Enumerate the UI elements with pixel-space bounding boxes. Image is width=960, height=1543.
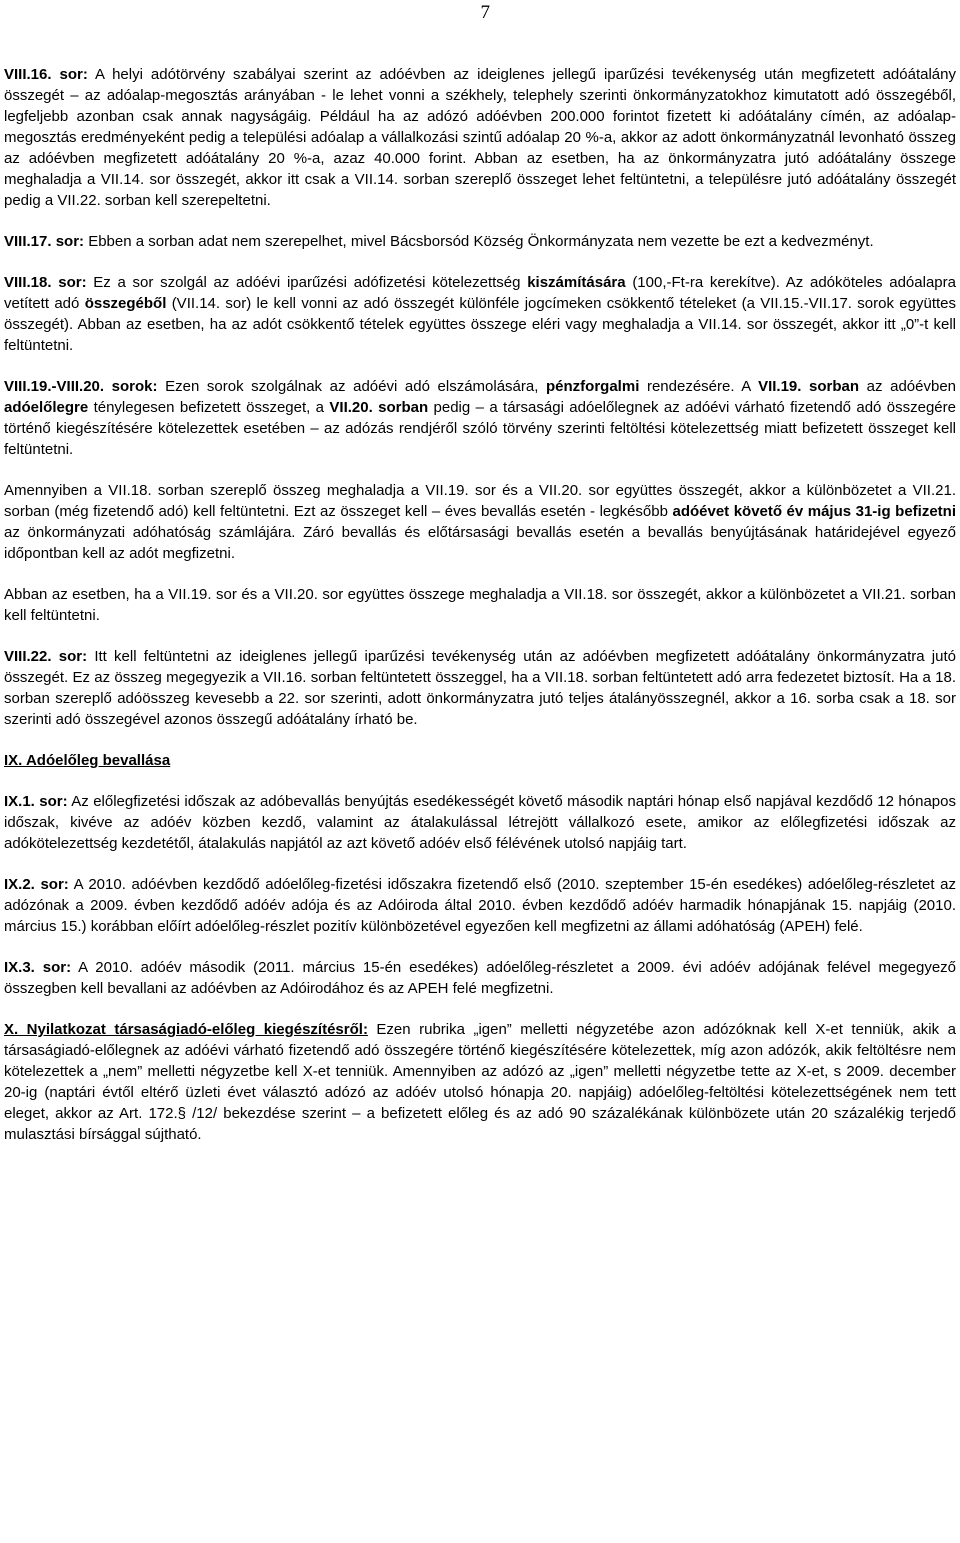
row-label: IX.3. sor: xyxy=(4,959,72,976)
section-heading-ix: IX. Adóelőleg bevallása xyxy=(4,752,171,769)
paragraph-text: Amennyiben a VII.18. sorban szereplő összeg meghaladja a VII.19. sor és a VII.20. sor együttes összegét, akkor a különbözetet a VII.21. sorban (még fizetendő adó) kell feltüntetni. Ezt az összeget kell – éves bevallás esetén - legkésőbb xyxy=(4,482,956,520)
paragraph-text: (100,-Ft-ra kerekítve). Az adóköteles adóalapra vetített adó xyxy=(4,274,956,312)
row-label: IX.2. sor: xyxy=(4,876,69,893)
row-label: IX.1. sor: xyxy=(4,793,68,810)
paragraph-text: Ebben a sorban adat nem szerepelhet, mivel Bácsborsód Község Önkormányzata nem vezette be ezt a kedvezményt. xyxy=(84,233,874,250)
paragraph-viii-16 xyxy=(4,64,956,211)
emphasis-text: VII.20. sorban xyxy=(329,399,429,416)
paragraph-ix-1 xyxy=(4,791,956,854)
paragraph-text: pedig – a társasági adóelőlegnek az adóévi várható fizetendő adó összegére történő kiegészítésére kötelezettek esetében – az adózás rendjéről szóló törvény szerinti feltöltési kötelezettség miatt befizetett összeget kell feltüntetni. xyxy=(4,399,956,458)
paragraph-ix-2 xyxy=(4,874,956,937)
emphasis-text: kiszámítására xyxy=(527,274,626,291)
row-label: VIII.16. sor: xyxy=(4,66,88,83)
paragraph-text: Ez a sor szolgál az adóévi iparűzési adófizetési kötelezettség xyxy=(86,274,528,291)
paragraph-text: az önkormányzati adóhatóság számlájára. Záró bevallás és előtársasági bevallás esetén a bevallás benyújtásának határidejével egyező időpontban kell az adót megfizetni. xyxy=(4,524,956,562)
paragraph-text: A 2010. adóév második (2011. március 15-én esedékes) adóelőleg-részletet a 2009. évi adóév adójának felével megegyező összegben kell bevallani az adóévben az Adóirodához és az APEH felé megfizetni. xyxy=(4,959,957,997)
row-label: VIII.17. sor: xyxy=(4,233,85,250)
paragraph-amennyiben xyxy=(4,480,956,564)
paragraph-text: (VII.14. sor) le kell vonni az adó összegét különféle jogcímeken csökkentő tételeket (a VII.15.-VII.17. sorok együttes összegét). Abban az esetben, ha az adót csökkentő tételek együttes összege eléri vagy meghaladja a VII.14. sor összegét, akkor itt „0”-t kell feltüntetni. xyxy=(4,295,956,354)
paragraph-text: A helyi adótörvény szabályai szerint az adóévben az ideiglenes jellegű iparűzési tevékenység után megfizetett adóátalány összegét – az adóalap-megosztás arányában - le lehet vonni a székhely, telephely szerinti önkormányzatokhoz kimutatott adó összegéből, legfeljebb azonban csak annak nagyságáig. Például ha az adózó adóévben 200.000 forintot fizetett ki adóátalány címén, az adóalap-megosztás eredményeként pedig a települési adóalap a vállalkozási szintű adóalap 20 %-a, akkor az adott önkormányzatnál levonható összeg az adóévben megfizetett adóátalány 20 %-a, azaz 40.000 forint. Abban az esetben, ha az önkormányzatra jutó adóátalány összege meghaladja a VII.14. sor összegét, akkor itt csak a VII.14. sorban szereplő összeget lehet feltüntetni, a településre jutó adóátalány összegét pedig a VII.22. sorban kell szerepeltetni. xyxy=(4,66,956,209)
emphasis-text: adóévet követő év május 31-ig befizetni xyxy=(672,503,956,520)
paragraph-text: Az előlegfizetési időszak az adóbevallás benyújtás esedékességét követő második naptári hónap első napjával kezdődő 12 hónapos időszak, kivéve az adóév közben kezdő, valamint az átalakulással létrejött vállalkozó esete, amikor az előlegfizetési időszak az adókötelezettség kezdetétől, átalakulás napjától az azt követő adóév első félévének utolsó napjáig tart. xyxy=(4,793,956,852)
paragraph-text: Ezen sorok szolgálnak az adóévi adó elszámolására, xyxy=(157,378,547,395)
emphasis-text: pénzforgalmi xyxy=(546,378,640,395)
row-label: VIII.19.-VIII.20. sorok: xyxy=(4,378,158,395)
paragraph-viii-18 xyxy=(4,272,956,356)
paragraph-text: A 2010. adóévben kezdődő adóelőleg-fizetési időszakra fizetendő első (2010. szeptember 15-én esedékes) adóelőleg-részletet az adózónak a 2009. évben kezdődő adóév adója és az Adóiroda által 2010. évben kezdődő adóév harmadik hónapjának 15. napjáig (2010. március 15.) korábban előírt adóelőleg-részlet pozitív különbözetével egyezően kell megfizetni az állami adóhatóság (APEH) felé. xyxy=(4,876,957,935)
paragraph-ix-3 xyxy=(4,957,956,999)
paragraph-viii-22 xyxy=(4,646,956,730)
row-label: VIII.18. sor: xyxy=(4,274,87,291)
section-heading-x: X. Nyilatkozat társaságiadó-előleg kiegészítésről: xyxy=(4,1021,368,1038)
paragraph-text: Itt kell feltüntetni az ideiglenes jellegű iparűzési tevékenység után az adóévben megfizetett adóátalány önkormányzatra jutó összegét. Ez az összeg megegyezik a VII.16. sorban feltüntetett összeggel, ha a VII.18. sorban feltüntetett adó arra fedezetet biztosít. Ha a 18. sorban szereplő adóösszeg kevesebb a 22. sor szerinti, adott önkormányzatra jutó teljes átalányösszegnél, akkor a 16. sorba csak a 18. sor szerinti adó összegével azonos összegű adóátalány írható be. xyxy=(4,648,956,728)
paragraph-abban xyxy=(4,584,956,626)
paragraph-text: Abban az esetben, ha a VII.19. sor és a VII.20. sor együttes összege meghaladja a VII.18. sor összegét, akkor a különbözetet a VII.21. sorban kell feltüntetni. xyxy=(4,586,956,624)
paragraph-text: rendezésére. A xyxy=(639,378,759,395)
paragraph-text: Ezen rubrika „igen” melletti négyzetébe azon adózóknak kell X-et tenniük, akik a társaságiadó-előlegnek az adóévi várható fizetendő adó összegére történő kiegészítésére kötelezettek, míg azon adózók, akik feltöltésre nem kötelezettek a „nem” melletti négyzetbe kell X-et tenniük. Amennyiben az adózó az „igen” melletti négyzetbe tette az X-et, s 2009. december 20-ig (naptári évtől eltérő üzleti évet választó adózó az adóév utolsó hónapja 20. napjáig) adóelőleg-feltöltési kötelezettségének nem tett eleget, akkor az Art. 172.§ /12/ bekezdése szerint – a befizetett előleg és az adó 90 százalékának különbözete után 20 százalékig terjedő mulasztási bírsággal sújtható. xyxy=(4,1021,956,1143)
paragraph-text: az adóévben xyxy=(859,378,957,395)
row-label: VIII.22. sor: xyxy=(4,648,88,665)
emphasis-text: VII.19. sorban xyxy=(758,378,860,395)
page-number: 7 xyxy=(480,2,490,23)
paragraph-viii-19-20 xyxy=(4,376,956,460)
paragraph-x xyxy=(4,1019,956,1145)
emphasis-text: adóelőlegre xyxy=(4,399,89,416)
paragraph-viii-17 xyxy=(4,231,956,252)
emphasis-text: összegéből xyxy=(84,295,167,312)
paragraph-text: ténylegesen befizetett összeget, a xyxy=(88,399,330,416)
